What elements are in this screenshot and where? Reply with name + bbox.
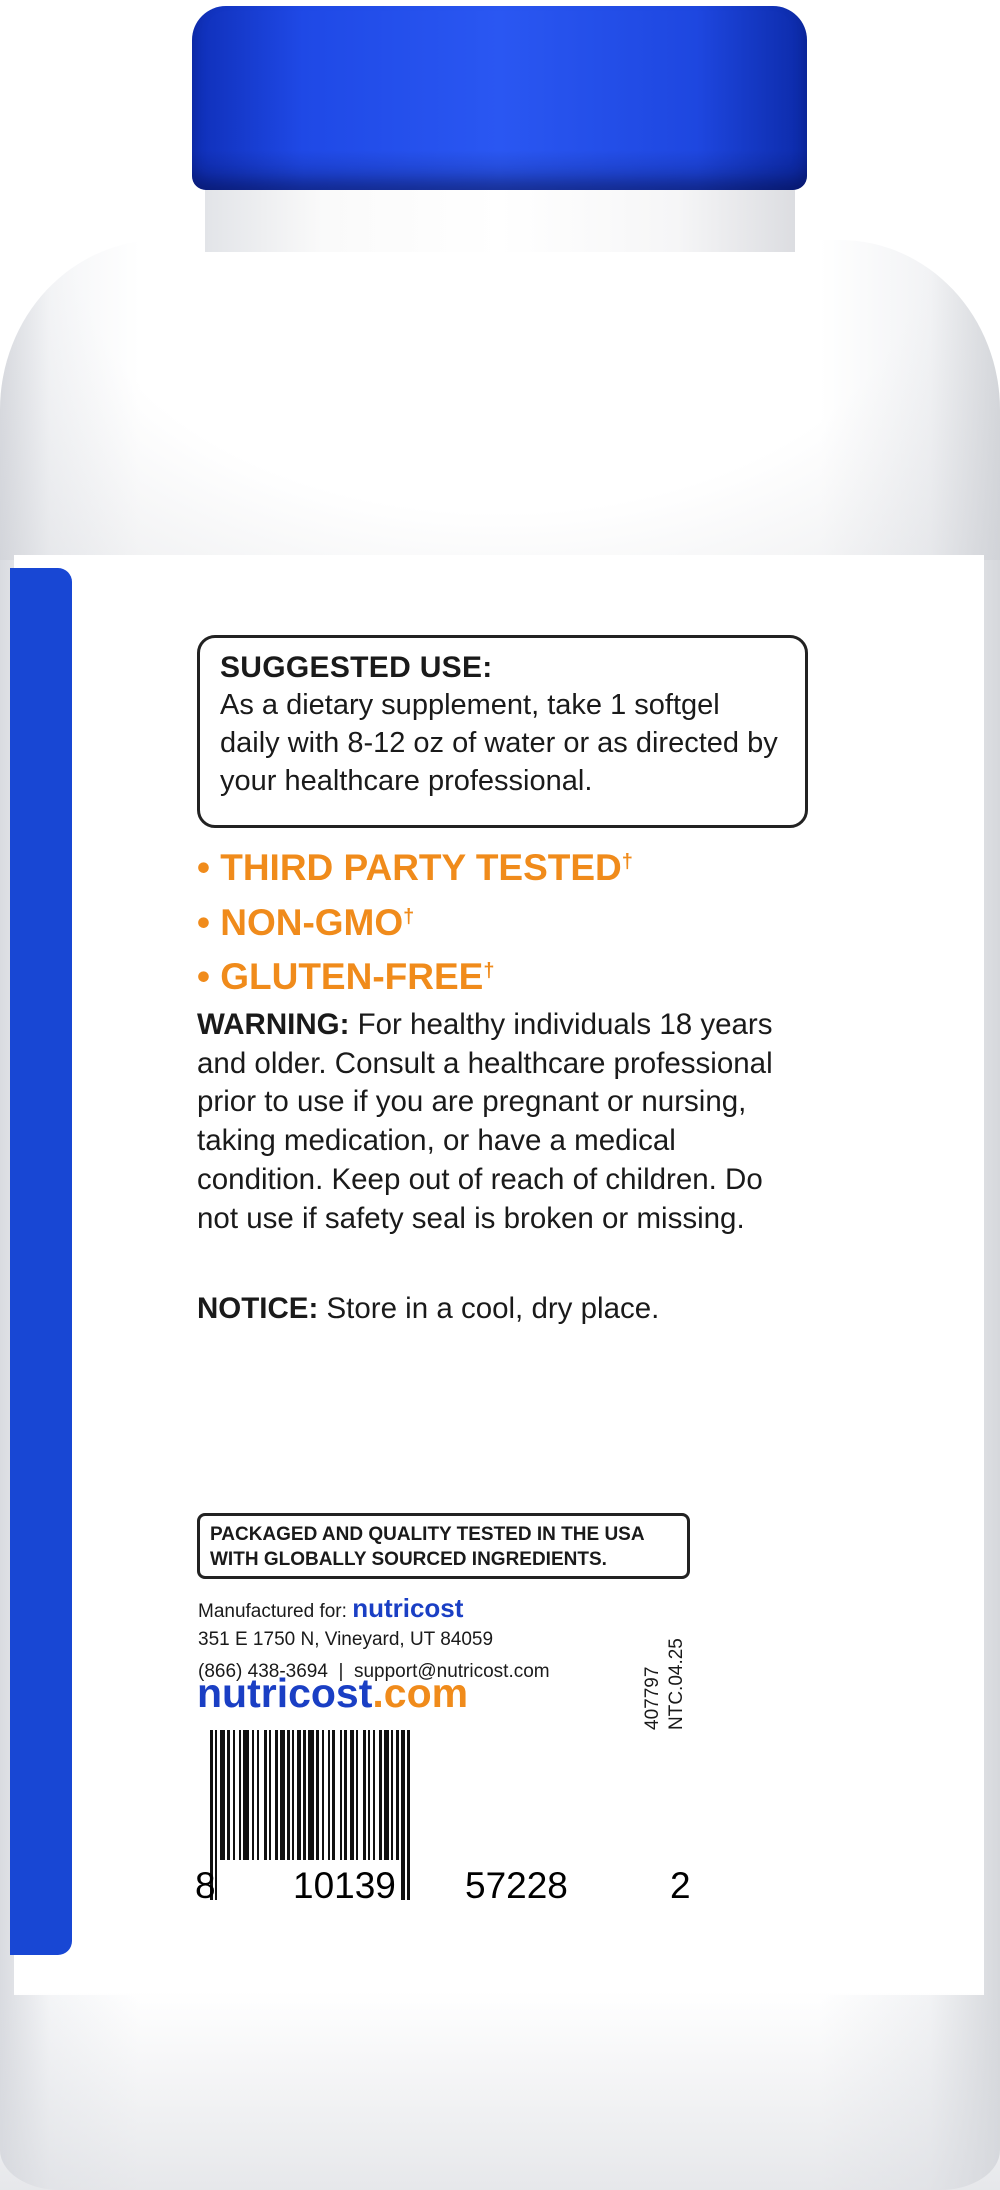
warning-label: WARNING: [197,1008,350,1041]
notice-text: Store in a cool, dry place. [318,1292,660,1325]
barcode-bar [340,1730,342,1860]
notice-label: NOTICE: [197,1292,319,1325]
bottle-base-shadow [0,1990,1000,2190]
website-url [197,1668,468,1718]
label-blue-stripe [10,568,72,1955]
suggested-use-title: SUGGESTED USE: [220,651,493,684]
barcode-digits-left: 10139 [293,1865,396,1906]
barcode-bar [384,1730,389,1860]
claim-text: • GLUTEN-FREE [197,956,484,997]
barcode-digits-right: 57228 [465,1865,568,1906]
bottle-shoulder [0,240,1000,560]
brand-logo-small: nutricost [352,1593,464,1623]
warning-text: For healthy individuals 18 years and older. Consult a healthcare professional prior to use if you are pregnant or nursing, taking medication, or have a medical condition. Keep out of reach of children. Do not use if safety seal is broken or missing. [197,1008,773,1235]
barcode-bar [396,1730,399,1860]
suggested-use-text: As a dietary supplement, take 1 softgel daily with 8-12 oz of water or as directed by your healthcare professional. [220,689,778,797]
barcode-bar [287,1730,290,1860]
barcode-bar [328,1730,330,1860]
barcode-bar [350,1730,354,1860]
barcode-bar [269,1730,271,1860]
bottle-neck [205,182,795,252]
barcode-bar [332,1730,335,1860]
barcode-bar [297,1730,301,1860]
barcode-bar [308,1730,314,1860]
packaged-box [197,1513,690,1579]
barcode-bar [292,1730,294,1860]
barcode-digit-last: 2 [670,1865,691,1906]
manufacturer-contact: (866) 438-3694 | support@nutricost.com [198,1661,550,1682]
notice-paragraph [197,1290,797,1328]
packaged-line-2: WITH GLOBALLY SOURCED INGREDIENTS. [210,1549,607,1570]
barcode-bar [257,1730,259,1860]
warning-paragraph [197,1006,797,1238]
manufacturer-address: 351 E 1750 N, Vineyard, UT 84059 [198,1629,494,1650]
barcode-bar [243,1730,249,1860]
barcode-bar [344,1730,347,1860]
claim-text: • NON-GMO [197,902,404,943]
barcode-bar [264,1730,267,1860]
barcode-bar [401,1730,405,1900]
barcode-bar [233,1730,235,1860]
barcode-bar [252,1730,254,1860]
barcode-bar [407,1730,410,1900]
dagger-mark: † [483,960,495,982]
claim-third-party-tested [197,845,633,891]
manufacturer-prefix: Manufactured for: [198,1601,347,1622]
barcode-bar [356,1730,358,1860]
barcode-bar [227,1730,230,1860]
claim-text: • THIRD PARTY TESTED [197,847,622,888]
suggested-use-box [197,635,808,828]
barcode-bar [280,1730,285,1860]
upc-barcode [195,1730,691,1908]
claim-gluten-free [197,954,494,1000]
barcode-digit-first: 8 [195,1865,216,1906]
barcode-bar [373,1730,375,1860]
barcode-bar [391,1730,393,1860]
barcode-bar [239,1730,241,1860]
claim-non-gmo [197,900,414,946]
lot-code-line-2: NTC.04.25 [666,1638,687,1730]
barcode-bar [220,1730,225,1860]
website-domain: nutricost [197,1670,373,1716]
lot-code-line-1: 407797 [642,1666,663,1730]
barcode-bar [275,1730,278,1860]
barcode-bar [322,1730,324,1860]
dagger-mark: † [403,906,415,928]
barcode-bar [316,1730,319,1860]
barcode-bar [303,1730,306,1860]
lot-code [642,1625,697,1730]
cap-rim [192,150,807,190]
barcode-bar [368,1730,370,1860]
barcode-bar [363,1730,366,1860]
barcode-bar [379,1730,382,1860]
dagger-mark: † [621,851,633,873]
website-tld: .com [372,1670,469,1716]
packaged-line-1: PACKAGED AND QUALITY TESTED IN THE USA [210,1524,645,1545]
